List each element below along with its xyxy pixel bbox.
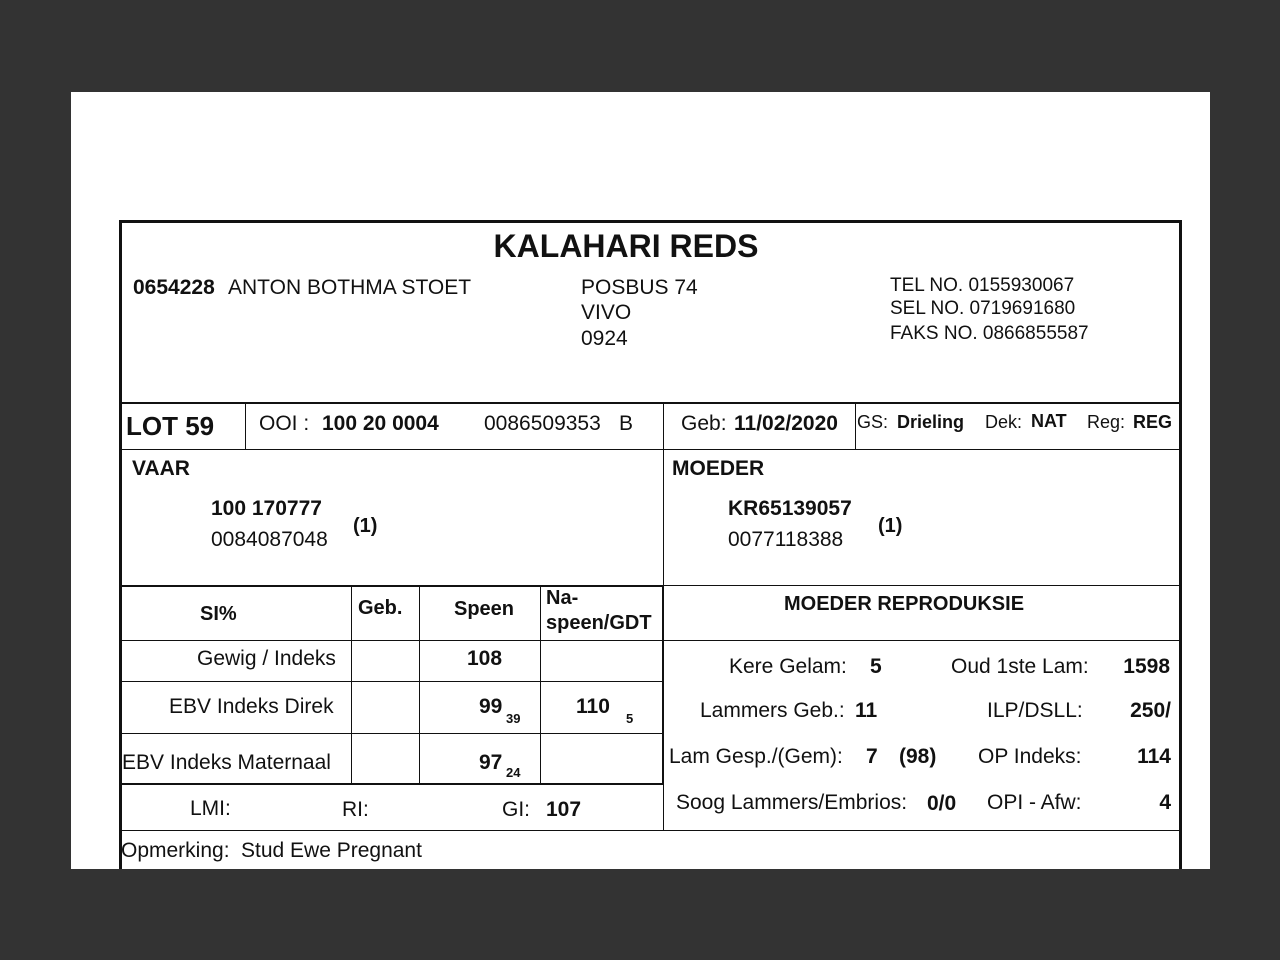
moeder-heading: MOEDER — [672, 457, 765, 480]
opmerking-label: Opmerking: — [121, 839, 230, 862]
vaar-heading: VAAR — [132, 457, 190, 480]
lot-id-suffix: B — [619, 412, 634, 435]
opi-afw-label: OPI - Afw: — [987, 791, 1082, 814]
lot-divider-1 — [245, 403, 246, 449]
speen-header: Speen — [454, 598, 515, 620]
lot-row-top-line — [119, 402, 1182, 404]
row-ebv-maternaal-label: EBV Indeks Maternaal — [122, 751, 331, 774]
lot-divider-2 — [663, 403, 664, 449]
moeder-number: KR65139057 — [728, 497, 852, 520]
row-ebv-maternaal-speen: 97 — [479, 751, 503, 774]
moeder-note: (1) — [878, 515, 903, 537]
oud-1ste-lam-value: 1598 — [1123, 655, 1170, 678]
vaar-number: 100 170777 — [211, 497, 322, 520]
row-ebv-direk-speen-sub: 39 — [506, 711, 521, 726]
row-gewig-label: Gewig / Indeks — [197, 647, 336, 670]
lam-gesp-gem: (98) — [899, 745, 937, 768]
soog-lammers-label: Soog Lammers/Embrios: — [676, 791, 908, 814]
geb-label: Geb: — [681, 412, 727, 435]
oud-1ste-lam-label: Oud 1ste Lam: — [951, 655, 1089, 678]
breeder-number: 0654228 — [133, 276, 215, 299]
document-title: KALAHARI REDS — [493, 228, 759, 264]
si-header-bottom-line — [119, 640, 1180, 641]
address-line-1: POSBUS 74 — [581, 276, 698, 299]
address-line-2: VIVO — [581, 301, 632, 324]
gs-value: Drieling — [897, 412, 965, 432]
si-row1-bottom-line — [119, 681, 664, 682]
lot-label: LOT 59 — [126, 411, 215, 441]
si-table-top-line — [119, 585, 664, 587]
op-indeks-value: 114 — [1137, 745, 1171, 768]
soog-lammers-value: 0/0 — [927, 792, 957, 815]
kere-gelam-label: Kere Gelam: — [729, 655, 847, 678]
si-table-bottom-line — [119, 783, 664, 785]
gi-value: 107 — [546, 798, 582, 821]
reg-value: REG — [1133, 412, 1173, 432]
address-line-3: 0924 — [581, 327, 628, 350]
ooi-label: OOI : — [259, 412, 310, 435]
ilp-dsll-label: ILP/DSLL: — [987, 699, 1083, 722]
moeder-id: 0077118388 — [728, 528, 844, 551]
gs-label: GS: — [857, 412, 889, 432]
lam-gesp-label: Lam Gesp./(Gem): — [669, 745, 843, 768]
ri-label: RI: — [342, 798, 369, 821]
faks-number: FAKS NO. 0866855587 — [890, 323, 1089, 344]
si-col-divider-2 — [419, 586, 420, 784]
si-table-right-edge — [662, 585, 664, 785]
lmi-row-bottom-line — [119, 830, 1180, 831]
opi-afw-value: 4 — [1159, 791, 1171, 814]
lmi-label: LMI: — [190, 797, 231, 820]
naspeen-header-line1: Na- — [546, 587, 579, 609]
ilp-dsll-value: 250/ — [1130, 699, 1171, 722]
row-ebv-maternaal-speen-sub: 24 — [506, 765, 521, 780]
row-ebv-direk-speen: 99 — [479, 695, 503, 718]
border-right — [1179, 220, 1182, 869]
vaar-note: (1) — [353, 515, 378, 537]
vaar-id: 0084087048 — [211, 528, 328, 551]
repro-top-line — [664, 585, 1180, 586]
row-ebv-direk-label: EBV Indeks Direk — [169, 695, 334, 718]
reg-label: Reg: — [1087, 412, 1126, 432]
op-indeks-label: OP Indeks: — [978, 745, 1082, 768]
breeder-name: ANTON BOTHMA STOET — [228, 276, 472, 299]
geb-header: Geb. — [358, 597, 403, 619]
geb-value: 11/02/2020 — [734, 412, 838, 435]
reproduksie-heading: MOEDER REPRODUKSIE — [784, 593, 1025, 615]
ooi-value: 100 20 0004 — [322, 412, 439, 435]
opmerking-value: Stud Ewe Pregnant — [241, 839, 422, 862]
row-ebv-direk-naspeen: 110 — [576, 695, 610, 718]
lot-row-bottom-line — [119, 449, 1182, 450]
si-row2-bottom-line — [119, 733, 664, 734]
tel-number: TEL NO. 0155930067 — [890, 275, 1075, 296]
si-col-divider-1 — [351, 586, 352, 784]
naspeen-header-line2: speen/GDT — [546, 612, 652, 634]
lam-gesp-value: 7 — [866, 745, 878, 768]
lammers-geb-label: Lammers Geb.: — [700, 699, 845, 722]
row-gewig-speen: 108 — [467, 647, 503, 670]
sel-number: SEL NO. 0719691680 — [890, 298, 1076, 319]
border-top — [119, 220, 1182, 223]
gi-label: GI: — [502, 798, 531, 821]
dek-label: Dek: — [985, 412, 1023, 432]
si-header: SI% — [200, 603, 237, 625]
lammers-geb-value: 11 — [855, 699, 878, 722]
lot-divider-3 — [855, 403, 856, 449]
lot-id-number: 0086509353 — [484, 412, 601, 435]
kere-gelam-value: 5 — [870, 655, 882, 678]
si-col-divider-3 — [540, 586, 541, 784]
dek-value: NAT — [1031, 411, 1067, 431]
row-ebv-direk-naspeen-sub: 5 — [626, 711, 634, 726]
